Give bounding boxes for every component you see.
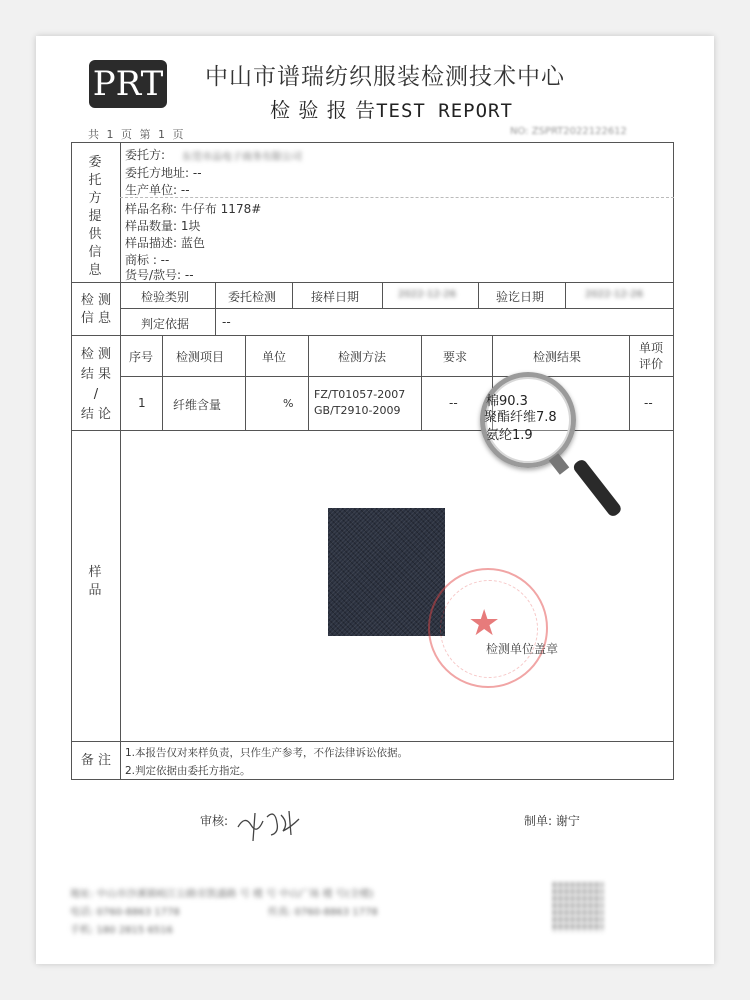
header-unit: 单位 <box>262 350 287 364</box>
sample-name: 样品名称: 牛仔布 1178# <box>125 202 262 216</box>
result-polyester: 聚酯纤维7.8 <box>484 410 557 425</box>
row-no: 1 <box>138 396 146 410</box>
section-char: 方 <box>88 191 102 206</box>
section-char: 结 果 <box>80 367 112 382</box>
inspection-type-value: 委托检测 <box>228 290 277 304</box>
row-evaluation: -- <box>644 396 653 410</box>
report-maker: 制单: 谢宁 <box>524 814 580 828</box>
row-item: 纤维含量 <box>173 398 222 412</box>
header-result: 检测结果 <box>533 350 582 364</box>
footer-mobile: 手机: 180 2815 6516 <box>70 925 173 936</box>
row-divider <box>120 376 674 377</box>
row-divider <box>120 308 674 309</box>
section-char: 提 <box>88 209 102 224</box>
report-number: NO: ZSPRT2022122612 <box>510 126 627 137</box>
client-section-label <box>84 154 106 280</box>
star-icon: ★ <box>468 603 501 644</box>
received-date-value: 2022-12-26 <box>398 289 457 300</box>
col-divider <box>382 282 383 308</box>
row-unit: % <box>283 397 294 410</box>
header-evaluation: 单项评价 <box>638 341 663 371</box>
col-divider <box>245 335 246 430</box>
section-char: 息 <box>88 263 102 278</box>
manufacturer: 生产单位: -- <box>125 183 190 197</box>
footer-phone: 电话: 0760-8863 1778 <box>70 907 180 918</box>
col-divider <box>629 335 630 430</box>
section-char: 检 测 <box>80 293 112 308</box>
col-divider <box>565 282 566 308</box>
section-char: 检 测 <box>80 347 112 362</box>
section-char: 品 <box>88 583 102 598</box>
org-name: 中山市谱瑞纺织服装检测技术中心 <box>205 64 565 90</box>
col-divider <box>215 308 216 335</box>
trademark: 商标 : -- <box>125 253 170 267</box>
col-divider <box>308 335 309 430</box>
col-divider <box>162 335 163 430</box>
section-char: 信 <box>88 245 102 260</box>
col-divider <box>120 142 121 780</box>
denim-fabric-swatch <box>328 508 445 636</box>
qr-code <box>553 882 603 932</box>
row-method-1: FZ/T01057-2007 <box>314 388 406 401</box>
judgment-basis-value: -- <box>222 315 231 329</box>
header-item: 检测项目 <box>176 350 225 364</box>
section-char: 结 论 <box>80 407 112 422</box>
col-divider <box>215 282 216 308</box>
sample-section-label <box>84 564 106 600</box>
page-count: 共 1 页 第 1 页 <box>88 128 186 141</box>
sample-quantity: 样品数量: 1块 <box>125 219 201 233</box>
section-char: 托 <box>88 173 102 188</box>
remarks-section-label: 备 注 <box>80 753 112 768</box>
red-seal-stamp <box>428 568 548 688</box>
results-section-label <box>78 345 114 425</box>
section-char: 委 <box>88 155 102 170</box>
judgment-basis-label: 判定依据 <box>141 317 190 331</box>
header-requirement: 要求 <box>443 350 468 364</box>
remark-1: 1.本报告仅对来样负责，只作生产参考，不作法律诉讼依据。 <box>125 747 409 759</box>
result-cotton: 棉90.3 <box>486 394 528 409</box>
reviewer-label: 审核: <box>200 814 229 828</box>
test-info-label <box>78 292 114 328</box>
header-method: 检测方法 <box>338 350 387 364</box>
subdivider <box>120 197 674 198</box>
report-title <box>270 94 513 123</box>
stamp-label: 检测单位盖章 <box>486 642 559 656</box>
col-divider <box>421 335 422 430</box>
section-char: 信 息 <box>80 311 112 326</box>
remark-2: 2.判定依据由委托方指定。 <box>125 765 251 777</box>
sample-description: 样品描述: 蓝色 <box>125 236 205 250</box>
inspection-type-label: 检验类别 <box>141 290 190 304</box>
section-char: 供 <box>88 227 102 242</box>
prt-logo: PRT <box>89 60 167 108</box>
completed-date-value: 2022-12-26 <box>585 289 644 300</box>
col-divider <box>478 282 479 308</box>
report-title-cn: 检 验 报 告 <box>270 98 377 122</box>
footer-address: 地址: 中山市沙溪镇岐江公路旁凯盛路 号 楼 号 中山广场 楼 号(全楼) <box>70 889 374 900</box>
client-address: 委托方地址: -- <box>125 166 202 180</box>
report-title-en: TEST REPORT <box>376 100 513 122</box>
row-method-2: GB/T2910-2009 <box>314 404 401 417</box>
row-divider <box>71 741 674 742</box>
client-value: 东莞市品电子商务有限公司 <box>182 152 302 163</box>
row-divider <box>71 430 674 431</box>
item-number: 货号/款号: -- <box>125 268 194 282</box>
completed-date-label: 验讫日期 <box>496 290 545 304</box>
section-char: / <box>93 387 99 402</box>
header-no: 序号 <box>129 350 154 364</box>
received-date-label: 接样日期 <box>311 290 360 304</box>
reviewer-signature <box>233 805 303 845</box>
client-label: 委托方: <box>125 148 166 162</box>
result-spandex: 氨纶1.9 <box>486 428 533 443</box>
row-requirement: -- <box>449 396 458 410</box>
section-char: 样 <box>88 565 102 580</box>
col-divider <box>292 282 293 308</box>
footer-fax: 传真: 0760-8863 1778 <box>268 907 378 918</box>
